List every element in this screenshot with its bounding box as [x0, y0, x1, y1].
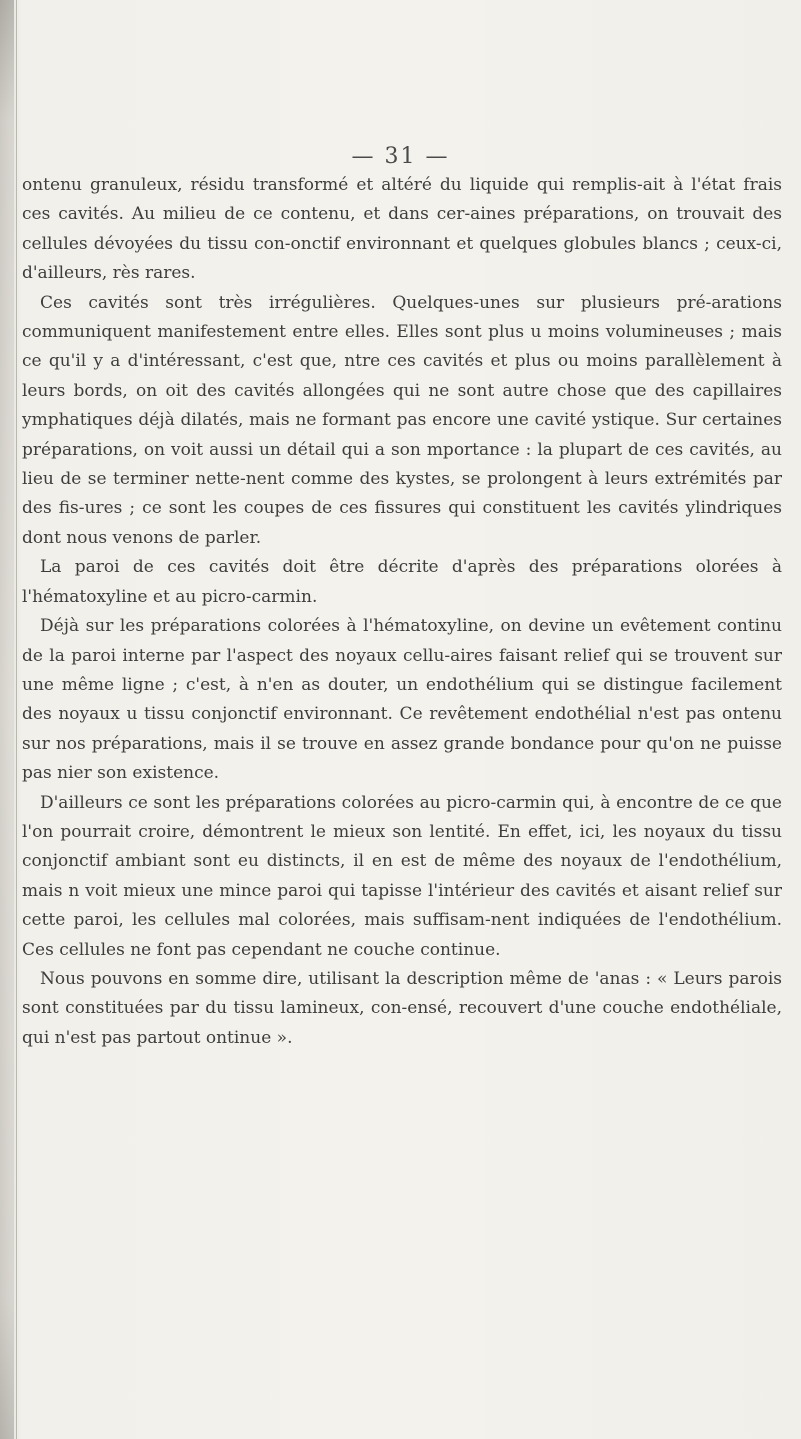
paragraph-5: D'ailleurs ce sont les préparations colorées au picro-carmin qui, à encontre de ce que l'on pourrait croire, démontrent le mieux son lentité. En effet, ici, les noyaux du tissu conjonctif ambiant sont eu distincts, il en est de même des noyaux de l'endothélium, mais n voit mieux une mince paroi qui tapisse l'intérieur des cavités et aisant relief sur cette paroi, les cellules mal colorées, mais suffisam-nent indiquées de l'endothélium. Ces cellules ne font pas cependant ne couche continue.: [22, 792, 782, 960]
paragraph-2: Ces cavités sont très irrégulières. Quelques-unes sur plusieurs pré-arations communiquent manifestement entre elles. Elles sont plus u moins volumineuses ; mais ce qu'il y a d'intéressant, c'est que, ntre ces cavités et plus ou moins parallèlement à leurs bords, on oit des cavités allongées qui ne sont autre chose que des capillaires ymphatiques déjà dilatés, mais ne formant pas encore une cavité ystique. Sur certaines préparations, on voit aussi un détail qui a son mportance : la plupart de ces cavités, au lieu de se terminer nette-nent comme des kystes, se prolongent à leurs extrémités par des fis-ures ; ce sont les coupes de ces fissures qui constituent les cavités ylindriques dont nous venons de parler.: [22, 292, 782, 548]
paragraph-3: La paroi de ces cavités doit être décrite d'après des préparations olorées à l'hématoxyline et au picro-carmin.: [22, 557, 782, 607]
binding-gutter-shadow: [0, 0, 14, 1439]
body-text: [22, 171, 782, 1053]
paragraph-6: Nous pouvons en somme dire, utilisant la description même de 'anas : « Leurs parois sont constituées par du tissu lamineux, con-ensé, recouvert d'une couche endothéliale, qui n'est pas partout ontinue ».: [22, 968, 782, 1048]
page-number: — 31 —: [351, 144, 450, 169]
paragraph-4: Déjà sur les préparations colorées à l'hématoxyline, on devine un evêtement continu de la paroi interne par l'aspect des noyaux cellu-aires faisant relief qui se trouvent sur une même ligne ; c'est, à n'en as douter, un endothélium qui se distingue facilement des noyaux u tissu conjonctif environnant. Ce revêtement endothélial n'est pas ontenu sur nos préparations, mais il se trouve en assez grande bondance pour qu'on ne puisse pas nier son existence.: [22, 616, 782, 784]
binding-gutter-line: [16, 0, 17, 1439]
paragraph-1: ontenu granuleux, résidu transformé et altéré du liquide qui remplis-ait à l'état frais ces cavités. Au milieu de ce contenu, et dans cer-aines préparations, on trouvait des cellules dévoyées du tissu con-onctif environnant et quelques globules blancs ; ceux-ci, d'ailleurs, rès rares.: [22, 175, 782, 284]
